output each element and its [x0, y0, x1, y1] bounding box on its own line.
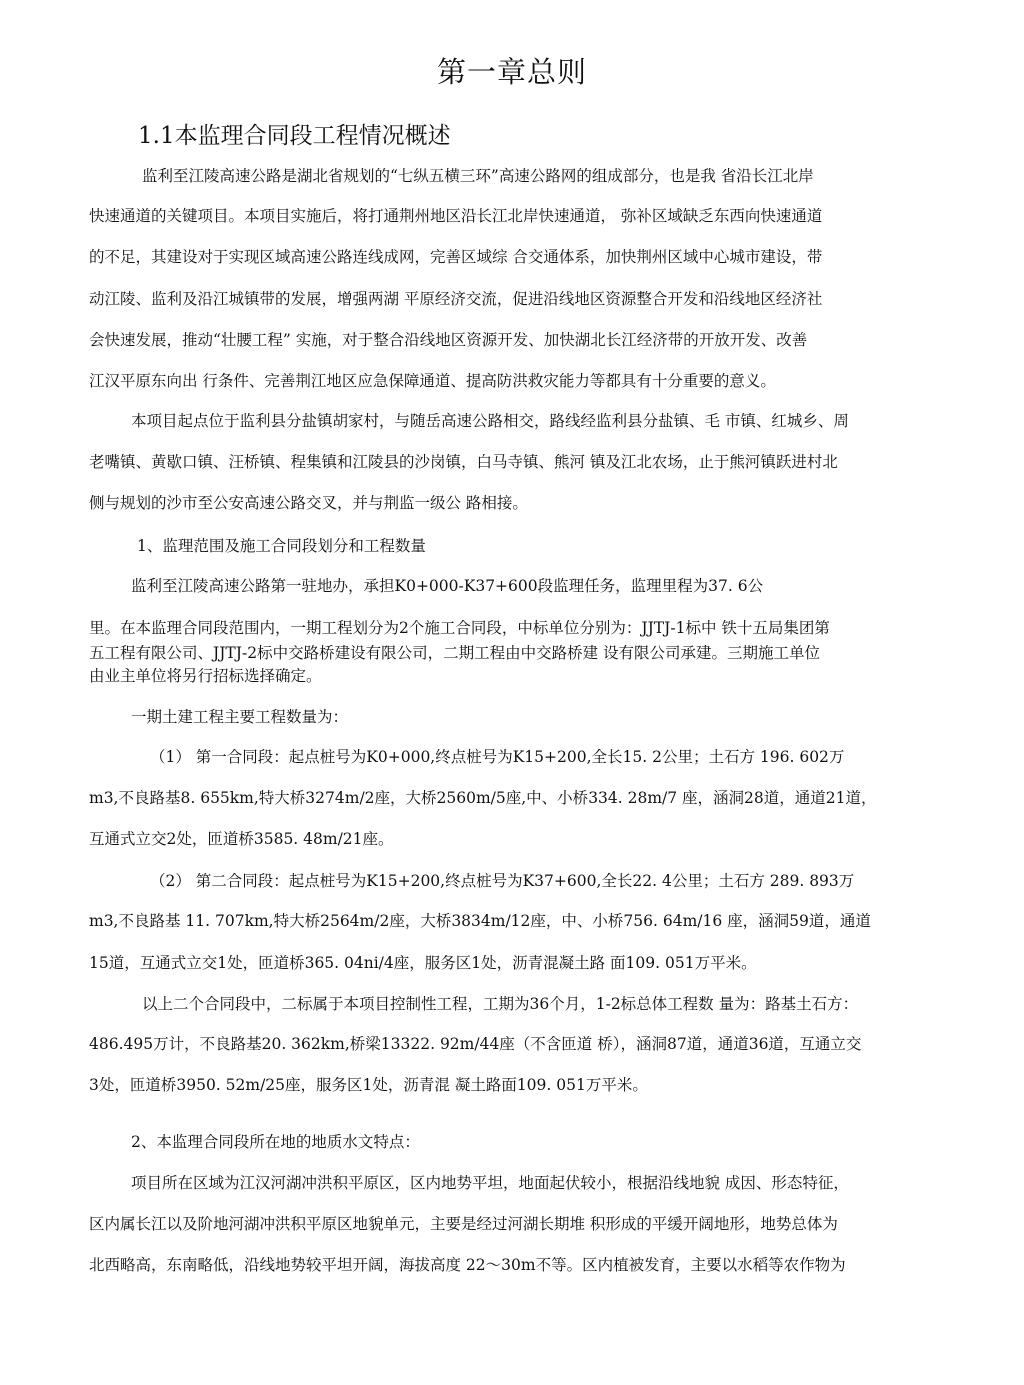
paragraph-line: 以上二个合同段中，二标属于本项目控制性工程，工期为36个月，1-2标总体工程数 量为：路基土石方：: [142, 995, 859, 1013]
paragraph-line: （1） 第一合同段：起点桩号为K0+000,终点桩号为K15+200,全长15. 2公里；土石方 196. 602万: [150, 748, 845, 766]
paragraph-line: 侧与规划的沙市至公安高速公路交叉，并与荆监一级公 路相接。: [89, 494, 528, 512]
paragraph-line: 江汉平原东向出 行条件、完善荆江地区应急保障通道、提高防洪救灾能力等都具有十分重要的意义。: [89, 372, 776, 390]
paragraph-line: 北西略高，东南略低，沿线地势较平坦开阔，海拔高度 22～30m不等。区内植被发育，主要以水稻等农作物为: [89, 1256, 846, 1274]
paragraph-line: 动江陵、监利及沿江城镇带的发展，增强两湖 平原经济交流，促进沿线地区资源整合开发和沿线地区经济社: [89, 290, 823, 308]
paragraph-line: 快速通道的关键项目。本项目实施后，将打通荆州地区沿长江北岸快速通道， 弥补区域缺乏东西向快速通道: [89, 207, 823, 225]
paragraph-line: 的不足，其建设对于实现区域高速公路连线成网，完善区域综 合交通体系，加快荆州区域中心城市建设，带: [89, 248, 823, 266]
paragraph-line: 3处，匝道桥3950. 52m/25座，服务区1处，沥青混 凝土路面109. 051万平米。: [89, 1076, 648, 1094]
paragraph-line: 15道，互通式立交1处，匝道桥365. 04ni/4座，服务区1处，沥青混凝土路 面109. 051万平米。: [89, 954, 757, 972]
paragraph-line: m3,不良路基 11. 707km,特大桥2564m/2座，大桥3834m/12座，中、小桥756. 64m/16 座，涵洞59道，通道: [89, 912, 871, 930]
paragraph-line: 一期土建工程主要工程数量为：: [131, 708, 349, 726]
paragraph-line: 项目所在区域为江汉河湖冲洪积平原区，区内地势平坦，地面起伏较小，根据沿线地貌 成因、形态特征，: [131, 1174, 849, 1192]
subsection-heading: 1、监理范围及施工合同段划分和工程数量: [137, 537, 426, 555]
subsection-heading: 2、本监理合同段所在地的地质水文特点：: [131, 1133, 420, 1151]
paragraph-line: 老嘴镇、黄歇口镇、汪桥镇、程集镇和江陵县的沙岗镇，白马寺镇、熊河 镇及江北农场，止于熊河镇跃进村北: [89, 453, 838, 471]
paragraph-line: 五工程有限公司、JJTJ-2标中交路桥建设有限公司，二期工程由中交路桥建 设有限公司承建。三期施工单位: [89, 644, 821, 662]
paragraph-line: 里。在本监理合同段范围内，一期工程划分为2个施工合同段，中标单位分别为：JJTJ-1标中 铁十五局集团第: [89, 619, 830, 637]
paragraph-line: 由业主单位将另行招标选择确定。: [89, 667, 322, 685]
paragraph-line: 监利至江陵高速公路是湖北省规划的“七纵五横三环”高速公路网的组成部分，也是我 省沿长江北岸: [142, 167, 814, 185]
paragraph-line: 互通式立交2处，匝道桥3585. 48m/21座。: [89, 830, 394, 848]
paragraph-line: 区内属长江以及阶地河湖冲洪积平原区地貌单元，主要是经过河湖长期堆 积形成的平缓开阔地形，地势总体为: [89, 1215, 838, 1233]
chapter-title: 第一章总则: [436, 55, 587, 89]
section-heading: 1.1本监理合同段工程情况概述: [138, 123, 451, 149]
paragraph-line: 本项目起点位于监利县分盐镇胡家村，与随岳高速公路相交，路线经监利县分盐镇、毛 市镇、红城乡、周: [131, 412, 849, 430]
paragraph-line: （2） 第二合同段：起点桩号为K15+200,终点桩号为K37+600,全长22. 4公里；土石方 289. 893万: [150, 872, 855, 890]
paragraph-line: 会快速发展，推动“壮腰工程” 实施，对于整合沿线地区资源开发、加快湖北长江经济带的开放开发、改善: [89, 331, 808, 349]
paragraph-line: m3,不良路基8. 655km,特大桥3274m/2座，大桥2560m/5座,中、小桥334. 28m/7 座，涵洞28道，通道21道，: [89, 789, 877, 807]
paragraph-line: 监利至江陵高速公路第一驻地办，承担K0+000-K37+600段监理任务，监理里程为37. 6公: [131, 577, 764, 595]
paragraph-line: 486.495万计，不良路基20. 362km,桥梁13322. 92m/44座（不含匝道 桥），涵洞87道，通道36道，互通立交: [89, 1035, 862, 1053]
